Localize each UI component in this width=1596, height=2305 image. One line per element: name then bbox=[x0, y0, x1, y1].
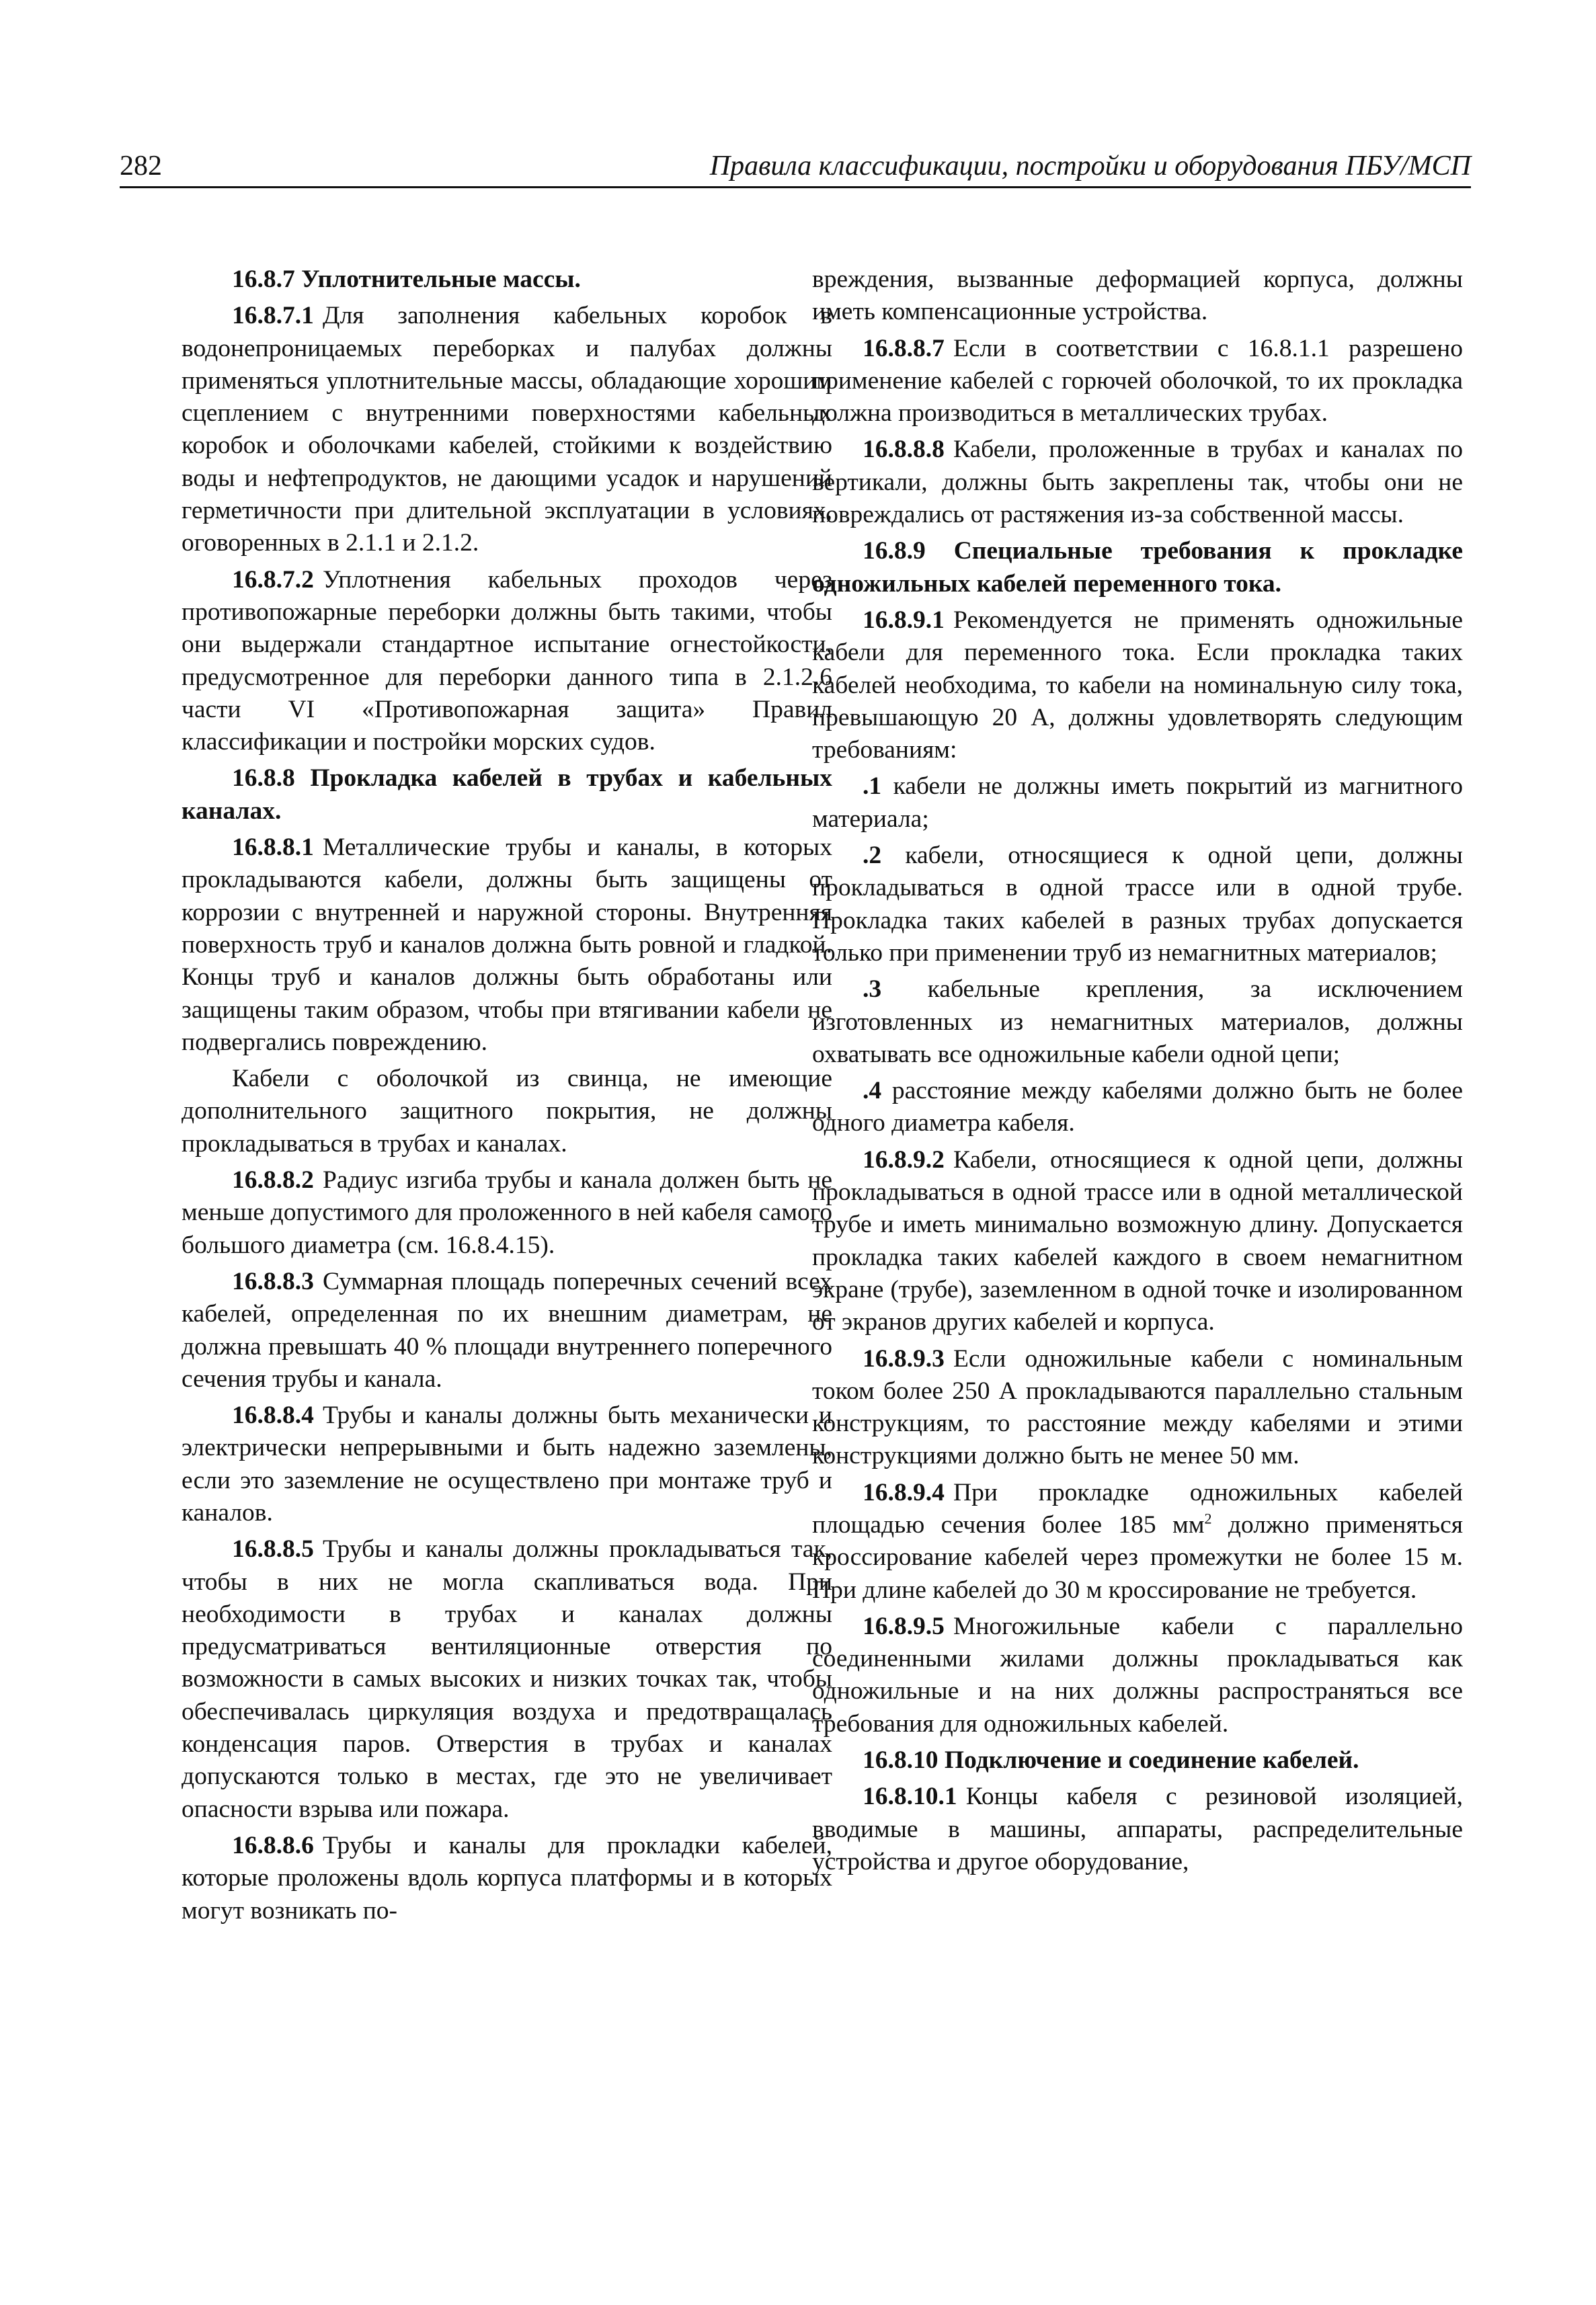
list-number: .2 bbox=[863, 842, 882, 870]
clause-text-part-a: При прокладке одножильных кабелей площадью сечения более 185 мм bbox=[812, 1478, 1463, 1539]
page-number: 282 bbox=[120, 151, 162, 181]
clause-number: 16.8.8.1 bbox=[232, 834, 314, 862]
paragraph-16-8-10-1 bbox=[812, 1781, 1463, 1878]
paragraph-lead-cables: Кабели с оболочкой из свинца, не имеющие дополнительного защитного покрытия, не должны прокладываться в трубах и каналах. bbox=[182, 1065, 832, 1158]
clause-text: Уплотнения кабельных проходов через противопожарные переборки должны быть такими, чтобы они выдержали стандартное испытание огнестойкости, предусмотренное для переборки данного типа в 2.1.2.6 части VI «Противопожарная защита» Правил классификации и постройки морских судов. bbox=[182, 565, 832, 756]
paragraph-16-8-8-5 bbox=[182, 1533, 832, 1826]
clause-number: 16.8.9.5 bbox=[863, 1612, 945, 1640]
list-text: кабели не должны иметь покрытий из магнитного материала; bbox=[812, 772, 1463, 833]
section-heading-16-8-7: 16.8.7 Уплотнительные массы. bbox=[232, 266, 581, 293]
clause-number: 16.8.7.1 bbox=[232, 302, 314, 330]
paragraph-16-8-8-8 bbox=[812, 434, 1463, 531]
list-text: кабели, относящиеся к одной цепи, должны прокладываться в одной трассе или в одной трубе. Прокладка таких кабелей в разных трубах допускается только при применении труб из немагнитных материалов; bbox=[812, 842, 1464, 967]
clause-text: Если в соответствии с 16.8.1.1 разрешено применение кабелей с горючей оболочкой, то их прокладка должна производиться в металлических трубах. bbox=[812, 334, 1463, 428]
clause-text: Для заполнения кабельных коробок в водонепроницаемых переборках и палубах должны применяться уплотнительные массы, обладающие хорошим сцеплением с внутренними поверхностями кабельных коробок и оболочками кабелей, стойкими к воздействию воды и нефтепродуктов, не дающими усадок и нарушений герметичности при длительной эксплуатации в условиях, оговоренных в 2.1.1 и 2.1.2. bbox=[182, 302, 832, 557]
clause-text: Трубы и каналы для прокладки кабелей, которые проложены вдоль корпуса платформы и в которых могут возникать по- bbox=[182, 1831, 832, 1925]
clause-text: Рекомендуется не применять одножильные кабели для переменного тока. Если прокладка таких кабелей необходима, то кабели на номинальную силу тока, превышающую 20 А, должны удовлетворять следующим требованиям: bbox=[812, 606, 1463, 764]
clause-text: Если одножильные кабели с номинальным током более 250 А прокладываются параллельно стальным конструкциям, то расстояние между кабелями и этими конструкциями должно быть не менее 50 мм. bbox=[812, 1344, 1463, 1470]
section-heading-16-8-10: 16.8.10 Подключение и соединение кабелей. bbox=[863, 1746, 1359, 1775]
list-number: .1 bbox=[863, 772, 882, 801]
paragraph-16-8-7-1 bbox=[182, 300, 832, 559]
clause-number: 16.8.9.4 bbox=[863, 1478, 945, 1506]
clause-text: Трубы и каналы должны прокладываться так, чтобы в них не могла скапливаться вода. При необходимости в трубах и каналах должны предусматриваться вентиляционные отверстия по возможности в самых высоких и низких точках так, чтобы обеспечивалась циркуляция воздуха и предотвращалась конденсация паров. Отверстия в трубах и каналах допускаются только в местах, где это не увеличивает опасности взрыва или пожара. bbox=[182, 1535, 832, 1823]
clause-number: 16.8.8.4 bbox=[232, 1402, 314, 1430]
paragraph-16-8-9-5 bbox=[812, 1611, 1463, 1740]
paragraph-16-8-9-1 bbox=[812, 604, 1463, 766]
list-number: .4 bbox=[863, 1077, 882, 1105]
superscript-2: 2 bbox=[1204, 1510, 1212, 1527]
paragraph-16-8-8-4 bbox=[182, 1400, 832, 1529]
paragraph-16-8-9-2 bbox=[812, 1144, 1463, 1339]
clause-number: 16.8.9.2 bbox=[863, 1145, 945, 1174]
paragraph-16-8-8-7 bbox=[812, 333, 1463, 430]
page-header bbox=[120, 147, 1471, 188]
clause-number: 16.8.8.6 bbox=[232, 1831, 314, 1859]
section-heading-16-8-8: 16.8.8 Прокладка кабелей в трубах и кабельных каналах. bbox=[182, 764, 832, 825]
paragraph-continuation: вреждения, вызванные деформацией корпуса, должны иметь компенсационные устройства. bbox=[812, 266, 1463, 326]
list-number: .3 bbox=[863, 975, 882, 1004]
paragraph-16-8-8-6 bbox=[182, 1830, 832, 1927]
paragraph-16-8-8-3 bbox=[182, 1266, 832, 1396]
clause-text: Металлические трубы и каналы, в которых прокладываются кабели, должны быть защищены от коррозии с внутренней и наружной стороны. Внутренняя поверхность труб и каналов должна быть ровной и гладкой. Концы труб и каналов должны быть обработаны или защищены таким образом, чтобы при втягивании кабели не подвергались повреждению. bbox=[182, 834, 832, 1056]
paragraph-16-8-8-2 bbox=[182, 1164, 832, 1262]
clause-number: 16.8.9.1 bbox=[863, 606, 945, 634]
clause-text: Кабели, проложенные в трубах и каналах по вертикали, должны быть закреплены так, чтобы они не повреждались от растяжения из-за собственной массы. bbox=[812, 436, 1463, 529]
clause-text: Трубы и каналы должны быть механически и электрически непрерывными и быть надежно заземлены, если это заземление не осуществлено при монтаже труб и каналов. bbox=[182, 1402, 832, 1527]
section-heading-16-8-9: 16.8.9 Специальные требования к прокладке одножильных кабелей переменного тока. bbox=[812, 537, 1463, 598]
clause-number: 16.8.8.5 bbox=[232, 1535, 314, 1564]
clause-number: 16.8.8.2 bbox=[232, 1166, 314, 1195]
list-item-3 bbox=[812, 973, 1463, 1071]
list-item-1 bbox=[812, 770, 1463, 836]
clause-text: Концы кабеля с резиновой изоляцией, вводимые в машины, аппараты, распределительные устройства и другое оборудование, bbox=[812, 1783, 1463, 1875]
clause-text: Радиус изгиба трубы и канала должен быть не меньше допустимого для проложенного в ней кабеля самого большого диаметра (см. 16.8.4.15). bbox=[182, 1166, 832, 1259]
clause-text-part-b: должно применяться кроссирование кабелей через промежутки не более 15 м. При длине кабелей до 30 м кроссирование не требуется. bbox=[812, 1510, 1463, 1604]
paragraph-16-8-9-3 bbox=[812, 1343, 1463, 1473]
clause-number: 16.8.8.7 bbox=[863, 334, 945, 362]
clause-text: Многожильные кабели с параллельно соединенными жилами должны прокладываться как одножильные и на них должны распространяться все требования для одножильных кабелей. bbox=[812, 1612, 1463, 1738]
paragraph-16-8-8-1 bbox=[182, 832, 832, 1059]
clause-number: 16.8.8.3 bbox=[232, 1267, 314, 1295]
list-item-4 bbox=[812, 1075, 1463, 1140]
list-text: расстояние между кабелями должно быть не более одного диаметра кабеля. bbox=[812, 1077, 1463, 1137]
paragraph-16-8-9-4 bbox=[812, 1477, 1463, 1607]
clause-number: 16.8.8.8 bbox=[863, 436, 945, 464]
running-title: Правила классификации, постройки и оборудования ПБУ/МСП bbox=[709, 151, 1471, 181]
clause-number: 16.8.7.2 bbox=[232, 565, 314, 594]
clause-text: Суммарная площадь поперечных сечений всех кабелей, определенная по их внешним диаметрам, не должна превышать 40 % площади внутреннего поперечного сечения трубы и канала. bbox=[182, 1267, 832, 1393]
clause-text: Кабели, относящиеся к одной цепи, должны прокладываться в одной трассе или в одной металлической трубе и иметь минимально возможную длину. Допускается прокладка таких кабелей каждого в своем немагнитном экране (трубе), заземленном в одной точке и изолированном от экранов других кабелей и корпуса. bbox=[812, 1145, 1463, 1336]
paragraph-16-8-7-2 bbox=[182, 564, 832, 759]
left-column bbox=[182, 264, 832, 1931]
list-item-2 bbox=[812, 840, 1463, 969]
right-column bbox=[812, 264, 1463, 1882]
clause-number: 16.8.9.3 bbox=[863, 1344, 945, 1373]
clause-number: 16.8.10.1 bbox=[863, 1783, 957, 1811]
list-text: кабельные крепления, за исключением изготовленных из немагнитных материалов, должны охватывать все одножильные кабели одной цепи; bbox=[812, 975, 1463, 1068]
